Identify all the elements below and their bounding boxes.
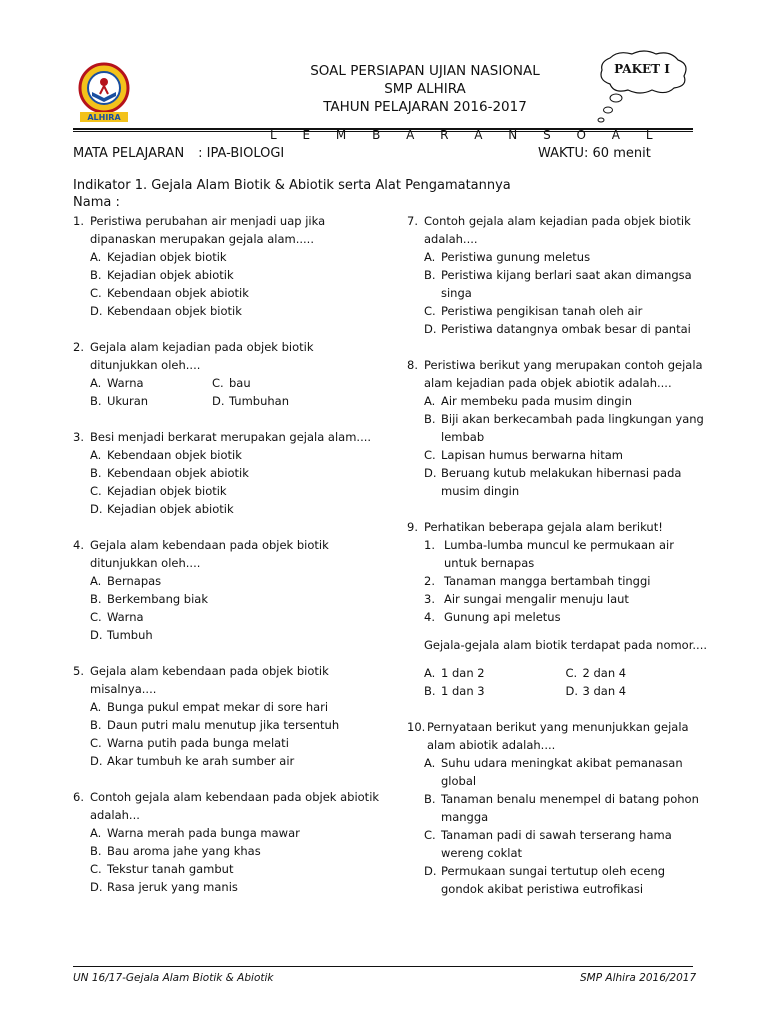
question-text: Contoh gejala alam kebendaan pada objek abiotik adalah... [90, 790, 380, 822]
question-3 [73, 428, 383, 518]
option-c: C. Warna [90, 610, 144, 624]
question-text: Gejala alam kebendaan pada objek biotik ditunjukkan oleh.... [90, 538, 329, 570]
option-b: B. Tanaman benalu menempel di batang pohon mangga [424, 792, 699, 824]
option-d: D. Permukaan sungai tertutup oleh eceng gondok akibat peristiwa eutrofikasi [424, 864, 666, 896]
subject-label: MATA PELAJARAN [73, 146, 185, 161]
option-d: D. Beruang kutub melakukan hibernasi pada musim dingin [424, 466, 682, 498]
time-limit: WAKTU: 60 menit [538, 146, 651, 161]
option-d: D. Kejadian objek abiotik [90, 502, 234, 516]
question-5 [73, 662, 383, 770]
option-c: C. 2 dan 4 [565, 666, 627, 680]
option-c: C. Kebendaan objek abiotik [90, 286, 249, 300]
option-a: A. Bunga pukul empat mekar di sore hari [90, 700, 329, 714]
option-a: A. Warna merah pada bunga mawar [90, 826, 300, 840]
question-text: Peristiwa berikut yang merupakan contoh gejala alam kejadian pada objek abiotik adalah.... [424, 358, 703, 390]
options-row-1 [73, 374, 383, 392]
option-b: B. Kebendaan objek abiotik [90, 466, 249, 480]
question-number: 7. [407, 214, 418, 228]
question-8 [407, 356, 707, 500]
question-number: 9. [407, 520, 418, 534]
option-a: A. Air membeku pada musim dingin [424, 394, 633, 408]
option-b: B. Kejadian objek abiotik [90, 268, 234, 282]
statement-1: 1. Lumba-lumba muncul ke permukaan air untuk bernapas [424, 538, 674, 570]
header-line-3: TAHUN PELAJARAN 2016-2017 [323, 99, 527, 115]
option-d: D. Tumbuhan [212, 394, 289, 408]
question-10 [407, 718, 707, 898]
school-logo [76, 62, 132, 124]
subject-line [73, 146, 284, 161]
question-number: 8. [407, 358, 418, 372]
option-d: D. Akar tumbuh ke arah sumber air [90, 754, 295, 768]
exam-header [260, 62, 590, 116]
question-text: Contoh gejala alam kejadian pada objek biotik adalah.... [424, 214, 691, 246]
option-d: D. Rasa jeruk yang manis [90, 880, 238, 894]
question-2 [73, 338, 383, 410]
option-a: A. Bernapas [90, 574, 162, 588]
question-number: 3. [73, 430, 84, 444]
option-b: B. 1 dan 3 [424, 684, 485, 698]
question-4 [73, 536, 383, 644]
paket-label: PAKET I [614, 62, 670, 76]
question-1 [73, 212, 383, 320]
option-b: B. Berkembang biak [90, 592, 209, 606]
sheet-title: L E M B A R A N S O A L [270, 128, 664, 142]
question-7 [407, 212, 707, 338]
option-c: C. Lapisan humus berwarna hitam [424, 448, 623, 462]
question-9 [407, 518, 707, 700]
option-c: C. Peristiwa pengikisan tanah oleh air [424, 304, 643, 318]
question-6 [73, 788, 383, 896]
option-b: B. Ukuran [90, 394, 149, 408]
paket-thought-bubble [588, 48, 700, 132]
option-d: D. Peristiwa datangnya ombak besar di pantai [424, 322, 691, 336]
left-column [73, 212, 383, 914]
question-number: 2. [73, 340, 84, 354]
options-row-1 [407, 664, 707, 682]
logo-text: ALHIRA [87, 113, 121, 122]
header-line-2: SMP ALHIRA [384, 81, 466, 97]
option-b: B. Daun putri malu menutup jika tersentuh [90, 718, 340, 732]
option-c: C. Tekstur tanah gambut [90, 862, 234, 876]
footer-rule [73, 966, 693, 967]
question-note: Gejala-gejala alam biotik terdapat pada nomor.... [424, 638, 708, 652]
option-c: C. bau [212, 376, 251, 390]
question-number: 5. [73, 664, 84, 678]
name-field: Nama : [73, 195, 120, 210]
option-b: B. Biji akan berkecambah pada lingkungan yang lembab [424, 412, 704, 444]
question-text: Besi menjadi berkarat merupakan gejala alam.... [90, 430, 372, 444]
options-row-2 [73, 392, 383, 410]
option-a: A. Suhu udara meningkat akibat pemanasan global [424, 756, 683, 788]
options-row-2 [407, 682, 707, 700]
option-d: D. 3 dan 4 [565, 684, 627, 698]
statement-2: 2. Tanaman mangga bertambah tinggi [424, 574, 651, 588]
statement-4: 4. Gunung api meletus [424, 610, 561, 624]
option-c: C. Kejadian objek biotik [90, 484, 227, 498]
question-text: Peristiwa perubahan air menjadi uap jika dipanaskan merupakan gejala alam..... [90, 214, 326, 246]
option-a: A. Kejadian objek biotik [90, 250, 227, 264]
question-number: 6. [73, 790, 84, 804]
option-d: D. Kebendaan objek biotik [90, 304, 242, 318]
footer-right: SMP Alhira 2016/2017 [580, 972, 697, 984]
option-c: C. Tanaman padi di sawah terserang hama wereng coklat [424, 828, 672, 860]
question-text: Gejala alam kejadian pada objek biotik ditunjukkan oleh.... [90, 340, 314, 372]
option-b: B. Peristiwa kijang berlari saat akan dimangsa singa [424, 268, 692, 300]
option-a: A. Warna [90, 376, 144, 390]
option-a: A. Kebendaan objek biotik [90, 448, 242, 462]
question-text: Gejala alam kebendaan pada objek biotik misalnya.... [90, 664, 329, 696]
question-text: Pernyataan berikut yang menunjukkan gejala alam abiotik adalah.... [427, 720, 689, 752]
footer-left: UN 16/17-Gejala Alam Biotik & Abiotik [73, 972, 274, 984]
question-text: Perhatikan beberapa gejala alam berikut! [424, 520, 663, 534]
header-line-1: SOAL PERSIAPAN UJIAN NASIONAL [310, 63, 540, 79]
option-c: C. Warna putih pada bunga melati [90, 736, 289, 750]
question-number: 10. [407, 720, 426, 734]
option-b: B. Bau aroma jahe yang khas [90, 844, 261, 858]
right-column [407, 212, 707, 916]
question-number: 1. [73, 214, 84, 228]
option-d: D. Tumbuh [90, 628, 153, 642]
question-number: 4. [73, 538, 84, 552]
statement-3: 3. Air sungai mengalir menuju laut [424, 592, 629, 606]
indicator-title: Indikator 1. Gejala Alam Biotik & Abiotik serta Alat Pengamatannya [73, 178, 511, 193]
option-a: A. Peristiwa gunung meletus [424, 250, 591, 264]
option-a: A. 1 dan 2 [424, 666, 485, 680]
subject-value: : IPA-BIOLOGI [198, 146, 285, 161]
